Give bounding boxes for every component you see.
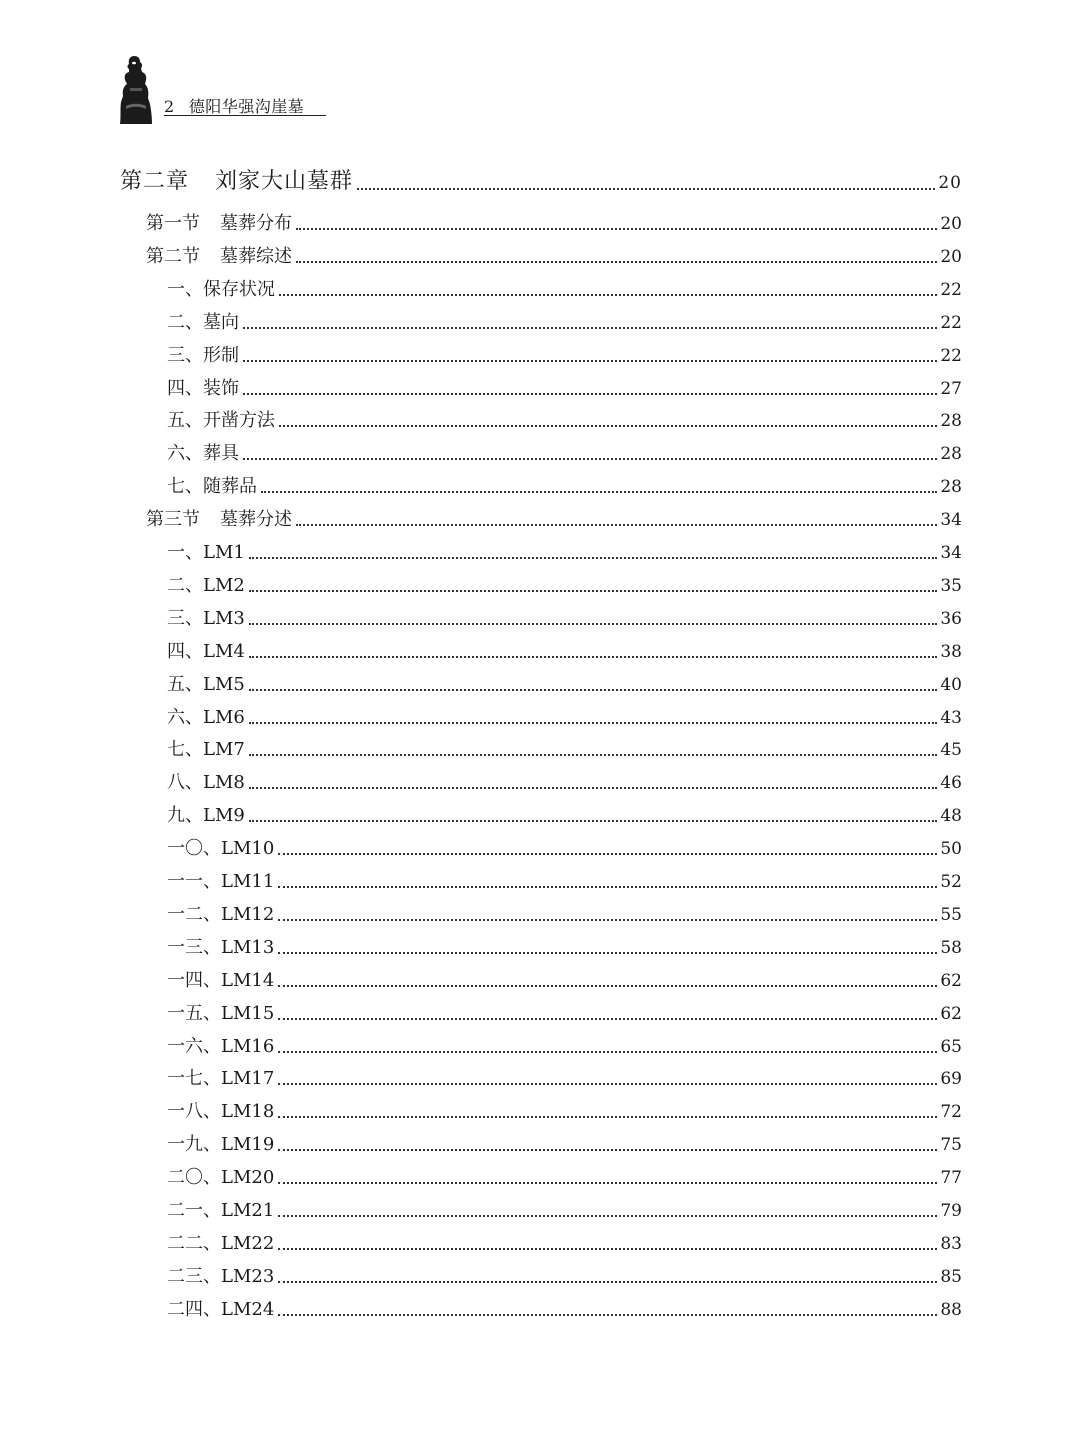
- toc-item-label: 六、LM6: [167, 706, 245, 728]
- toc-item-label: 一、保存状况: [167, 278, 275, 300]
- dot-leader: [249, 753, 938, 756]
- toc-page-number: 69: [940, 1069, 962, 1090]
- toc-page-number: 65: [940, 1036, 962, 1057]
- toc-page-number: 72: [940, 1102, 962, 1123]
- dot-leader: [249, 655, 938, 658]
- dot-leader: [249, 589, 938, 592]
- toc-page-number: 50: [940, 839, 962, 860]
- dot-leader: [249, 556, 938, 559]
- dot-leader: [243, 359, 937, 362]
- dot-leader: [278, 1148, 937, 1151]
- toc-item-label: 一一、LM11: [167, 871, 275, 892]
- running-header-text: [164, 94, 304, 117]
- toc-item-entry[interactable]: [167, 999, 962, 1025]
- section-title: 墓葬综述: [220, 245, 292, 267]
- section-number: 第二节: [146, 245, 200, 267]
- dot-leader: [278, 1082, 937, 1085]
- toc-item-entry[interactable]: [167, 472, 962, 498]
- toc-item-entry[interactable]: [167, 538, 962, 564]
- toc-item-entry[interactable]: [167, 834, 962, 860]
- dot-leader: [243, 392, 937, 395]
- toc-item-entry[interactable]: [167, 439, 962, 465]
- toc-page-number: 40: [940, 674, 962, 695]
- toc-item-entry[interactable]: [167, 1262, 962, 1288]
- toc-item-label: 一九、LM19: [167, 1134, 275, 1156]
- toc-page-number: 45: [940, 740, 962, 761]
- toc-item-entry[interactable]: [167, 1295, 962, 1321]
- toc-page-number: 28: [940, 444, 962, 465]
- toc-page-number: 27: [940, 378, 962, 399]
- toc-item-label: 一、LM1: [167, 542, 245, 563]
- dot-leader: [278, 1017, 937, 1020]
- toc-item-label: 六、葬具: [167, 443, 239, 465]
- toc-item-entry[interactable]: [167, 275, 962, 301]
- toc-item-label: 七、随葬品: [167, 476, 257, 498]
- toc-page-number: 22: [940, 345, 962, 366]
- header-page-number: 2: [164, 97, 175, 116]
- toc-item-entry[interactable]: [167, 1196, 962, 1222]
- toc-item-label: 二一、LM21: [167, 1200, 275, 1221]
- toc-item-label: 一六、LM16: [167, 1035, 275, 1057]
- dot-leader: [278, 951, 937, 954]
- toc-item-entry[interactable]: [167, 571, 962, 597]
- toc-page-number: 35: [940, 575, 962, 596]
- toc-item-entry[interactable]: [167, 1032, 962, 1058]
- chapter-number: 第二章: [120, 169, 190, 194]
- dot-leader: [278, 918, 937, 921]
- toc-item-label: 一四、LM14: [167, 969, 275, 991]
- toc-page-number: 85: [940, 1266, 962, 1287]
- toc-page-number: 20: [940, 214, 962, 234]
- toc-item-entry[interactable]: [167, 1130, 962, 1156]
- toc-item-entry[interactable]: [167, 374, 962, 400]
- toc-item-entry[interactable]: [167, 604, 962, 630]
- chapter-page-number: 20: [938, 173, 962, 193]
- toc-section-label: [146, 242, 294, 268]
- toc-page-number: 62: [940, 1003, 962, 1024]
- toc-item-entry[interactable]: [167, 1229, 962, 1255]
- header-book-title: 德阳华强沟崖墓: [188, 97, 305, 116]
- toc-page-number: 34: [940, 510, 962, 531]
- toc-item-label: 八、LM8: [167, 772, 245, 794]
- toc-page-number: 22: [940, 279, 962, 300]
- toc-page-number: 48: [940, 806, 962, 827]
- toc-chapter-entry[interactable]: [120, 164, 962, 195]
- dot-leader: [296, 523, 937, 526]
- dot-leader: [278, 1214, 937, 1217]
- toc-page-number: 83: [940, 1233, 962, 1254]
- dot-leader: [296, 260, 937, 263]
- toc-item-label: 四、LM4: [167, 640, 245, 662]
- toc-page-number: 46: [940, 773, 962, 794]
- dot-leader: [249, 786, 938, 789]
- toc-page-number: 34: [940, 543, 962, 563]
- toc-item-entry[interactable]: [167, 801, 962, 827]
- dot-leader: [278, 1181, 937, 1184]
- toc-item-label: 五、LM5: [167, 673, 245, 695]
- toc-section-label: [146, 505, 294, 531]
- toc-item-label: 二四、LM24: [167, 1298, 275, 1320]
- toc-item-label: 九、LM9: [167, 805, 245, 827]
- toc-item-label: 一七、LM17: [167, 1068, 275, 1090]
- toc-page-number: 20: [940, 246, 962, 267]
- section-title: 墓葬分述: [220, 509, 292, 531]
- toc-item-entry[interactable]: [167, 406, 962, 432]
- toc-item-entry[interactable]: [167, 966, 962, 992]
- dot-leader: [278, 1247, 937, 1250]
- toc-item-entry[interactable]: [167, 637, 962, 663]
- section-number: 第一节: [146, 213, 200, 234]
- dot-leader: [249, 721, 938, 724]
- toc-section-entry[interactable]: [146, 209, 962, 235]
- toc-item-entry[interactable]: [167, 703, 962, 729]
- toc-item-entry[interactable]: [167, 900, 962, 926]
- dot-leader: [357, 187, 935, 190]
- toc-item-label: 一二、LM12: [167, 903, 275, 925]
- toc-item-entry[interactable]: [167, 670, 962, 696]
- toc-item-entry[interactable]: [167, 1097, 962, 1123]
- toc-section-entry[interactable]: [146, 505, 962, 531]
- toc-page-number: 22: [940, 312, 962, 333]
- dot-leader: [243, 326, 937, 329]
- toc-item-label: 一五、LM15: [167, 1002, 275, 1024]
- toc-item-label: 五、开凿方法: [167, 410, 275, 432]
- dot-leader: [279, 293, 937, 296]
- toc-item-entry[interactable]: [167, 341, 962, 367]
- dot-leader: [278, 852, 937, 855]
- toc-item-entry[interactable]: [167, 1163, 962, 1189]
- toc-page-number: 43: [940, 707, 962, 728]
- toc-item-label: 二二、LM22: [167, 1232, 275, 1254]
- section-title: 墓葬分布: [220, 213, 292, 234]
- dot-leader: [278, 885, 937, 888]
- toc-page-number: 52: [940, 872, 962, 892]
- toc-item-label: 四、装饰: [167, 377, 239, 399]
- toc-page-number: 62: [940, 970, 962, 991]
- toc-item-label: 七、LM7: [167, 739, 245, 761]
- toc-item-label: 二〇、LM20: [167, 1167, 275, 1189]
- dot-leader: [243, 457, 937, 460]
- toc-item-label: 一八、LM18: [167, 1101, 275, 1123]
- dot-leader: [261, 490, 937, 493]
- toc-page-number: 28: [940, 411, 962, 432]
- toc-page-number: 58: [940, 937, 962, 958]
- toc-item-label: 二、LM2: [167, 574, 245, 596]
- header-rule: [164, 115, 326, 116]
- toc-page-number: 75: [940, 1135, 962, 1156]
- dot-leader: [278, 1050, 937, 1053]
- toc-page-number: 36: [940, 608, 962, 629]
- section-number: 第三节: [146, 509, 200, 531]
- figurine-logo-icon: [118, 54, 154, 126]
- dot-leader: [249, 622, 938, 625]
- toc-item-label: 三、LM3: [167, 607, 245, 629]
- toc-page-number: 79: [940, 1201, 962, 1221]
- dot-leader: [278, 1115, 937, 1118]
- toc-page-number: 38: [940, 641, 962, 662]
- toc-page-number: 88: [940, 1299, 962, 1320]
- toc-page-number: 28: [940, 477, 962, 498]
- dot-leader: [296, 227, 937, 230]
- dot-leader: [249, 688, 938, 691]
- dot-leader: [278, 984, 937, 987]
- toc-item-entry[interactable]: [167, 933, 962, 959]
- toc-item-label: 二、墓向: [167, 311, 239, 333]
- dot-leader: [278, 1313, 937, 1316]
- toc-item-label: 三、形制: [167, 344, 239, 366]
- chapter-title: 刘家大山墓群: [215, 169, 354, 194]
- toc-item-entry[interactable]: [167, 768, 962, 794]
- toc-chapter-label: [120, 164, 355, 195]
- toc-page-number: 55: [940, 904, 962, 925]
- toc-item-label: 一三、LM13: [167, 936, 275, 958]
- toc-item-label: 二三、LM23: [167, 1265, 275, 1287]
- running-header: [118, 54, 328, 128]
- toc-section-entry[interactable]: [146, 242, 962, 268]
- dot-leader: [279, 424, 937, 427]
- toc-section-label: [146, 209, 294, 235]
- toc-item-label: 一〇、LM10: [167, 838, 275, 860]
- toc-page-number: 77: [940, 1168, 962, 1189]
- toc-item-entry[interactable]: [167, 867, 962, 893]
- toc-item-entry[interactable]: [167, 308, 962, 334]
- toc-item-entry[interactable]: [167, 735, 962, 761]
- dot-leader: [249, 819, 938, 822]
- toc-item-entry[interactable]: [167, 1064, 962, 1090]
- dot-leader: [278, 1280, 937, 1283]
